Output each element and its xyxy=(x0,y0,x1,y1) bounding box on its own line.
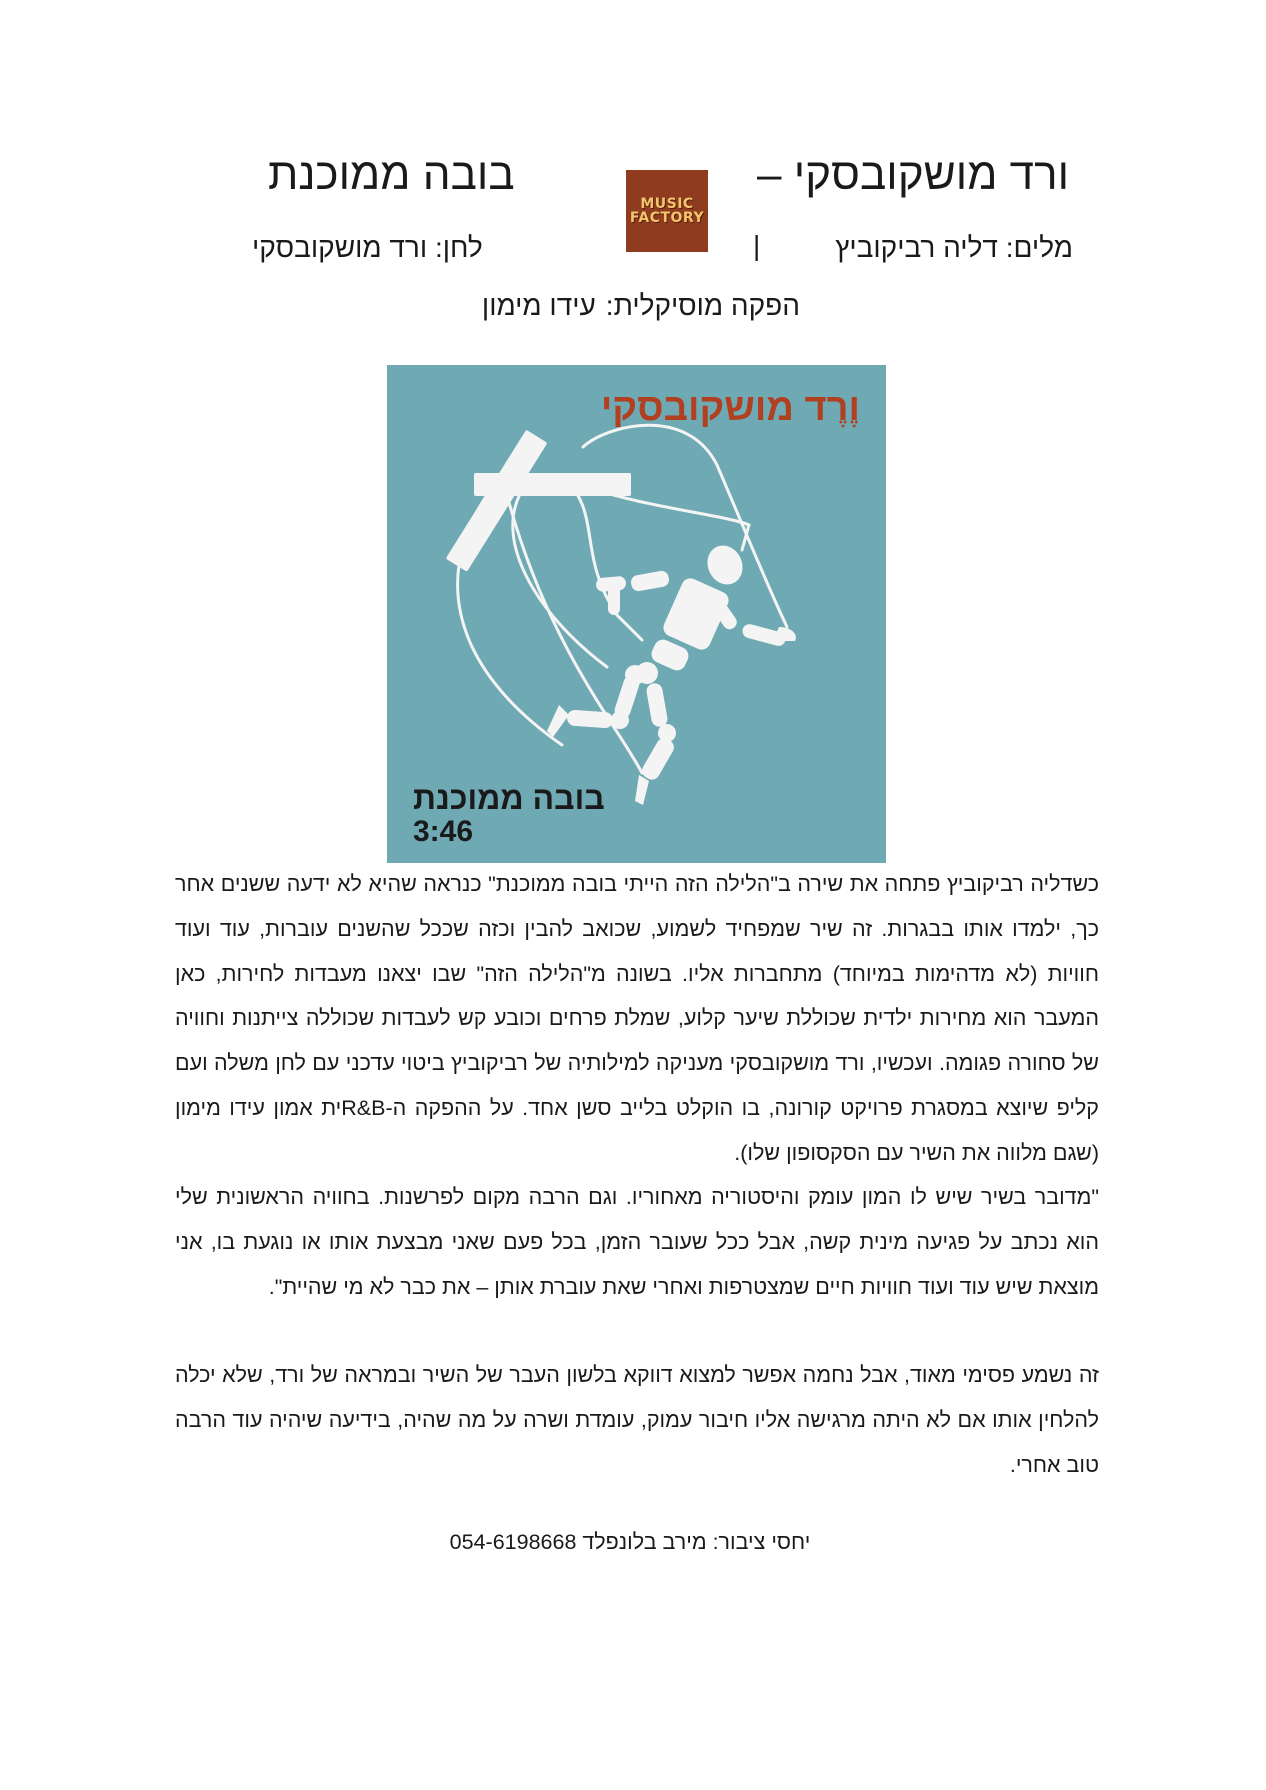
title-song: בובה ממוכנת xyxy=(268,150,515,199)
cover-artist-name: וֶרֶד מושקובסקי xyxy=(600,387,860,429)
paragraph-text: זה נשמע פסימי מאוד, אבל נחמה אפשר למצוא דווקא בלשון העבר של השיר ובמראה של ורד, שלא יכלה להלחין אותו אם לא היתה מרגישה אליו חיבור עמוק, עומדת ושרה על מה שהיה, בידיעה שיהיה עוד הרבה טוב אחרי. xyxy=(175,1363,1099,1477)
logo-text-line2: FACTORY xyxy=(629,210,705,226)
marionette-control-bar xyxy=(446,430,631,572)
production-name: עידו מימון xyxy=(481,290,596,321)
article-paragraph-2 xyxy=(175,1175,1099,1309)
production-credit xyxy=(470,290,800,322)
cover-song-title: בובה ממוכנת xyxy=(413,780,605,816)
title-artist: ורד מושקובסקי – xyxy=(757,150,1069,199)
paragraph-text: כשדליה רביקוביץ פתחה את שירה ב"הלילה הזה הייתי בובה ממוכנת" כנראה שהיא לא ידעה ששנים אחר כך, ילמדו אותו בבגרות. זה שיר שמפחיד לשמוע, שכואב להבין וכזה שככל שהשנים עוברות, עוד ועוד חוויות (לא מדהימות במיוחד) מתחברות אליו. בשונה מ"הלילה הזה" שבו יצאנו מעבדות לחירות, כאן המעבר הוא מחירות ילדית שכוללת שיער קלוע, שמלת פרחים וכובע קש לעבדות שכוללה צייתנות וחוויה של סחורה פגומה. ועכשיו, ורד מושקובסקי מעניקה למילותיה של רביקוביץ ביטוי עדכני עם לחן משלה ועם קליפ שיוצא במסגרת פרויקט קורונה, בו הוקלט בלייב סשן אחד. על ההפקה ה-R&Bית אמון עידו מימון (שגם מלווה את השיר עם הסקסופון שלו). xyxy=(175,872,1099,1165)
paragraph-text: "מדובר בשיר שיש לו המון עומק והיסטוריה מאחוריו. וגם הרבה מקום לפרשנות. בחוויה הראשונית שלי הוא נכתב על פגיעה מינית קשה, אבל ככל שעובר הזמן, בכל פעם שאני מבצעת אותו או נוגעת בו, אני מוצאת שיש עוד ועוד חוויות חיים שמצטרפות ואחרי שאת עוברת אותן – את כבר לא מי שהיית". xyxy=(175,1185,1099,1299)
music-factory-logo xyxy=(626,170,708,252)
album-cover xyxy=(387,365,886,863)
article-paragraph-1 xyxy=(175,862,1099,1176)
production-label: הפקה מוסיקלית: xyxy=(605,290,800,321)
cover-duration: 3:46 xyxy=(413,815,474,848)
logo-text-line1: MUSIC xyxy=(640,196,694,212)
credit-separator: | xyxy=(753,230,761,261)
pr-contact: יחסי ציבור: מירב בלונפלד 054-6198668 xyxy=(449,1530,811,1554)
melody-credit: לחן: ורד מושקובסקי xyxy=(252,232,483,263)
article-paragraph-3 xyxy=(175,1353,1099,1487)
lyrics-credit: מלים: דליה רביקוביץ xyxy=(835,232,1073,263)
marionette-doll xyxy=(547,540,796,805)
